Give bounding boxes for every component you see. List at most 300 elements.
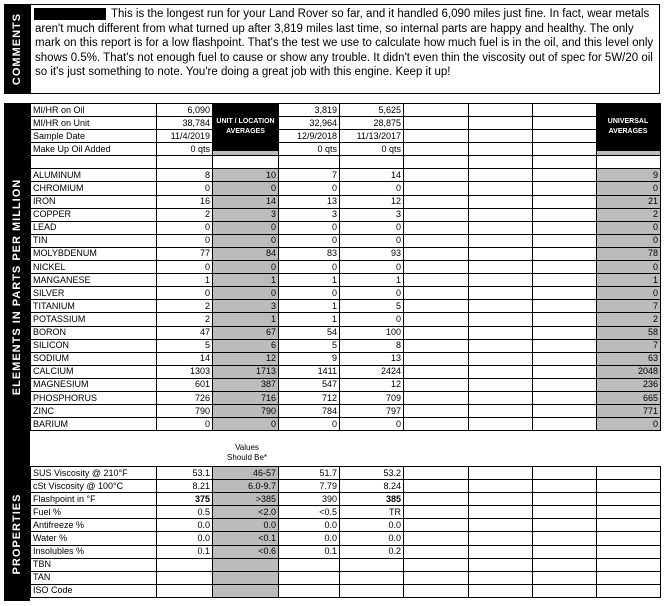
element-universal-avg: 665 (597, 391, 661, 404)
empty-cell (597, 545, 661, 558)
element-prev-2: 3 (340, 208, 404, 221)
empty-cell (404, 405, 469, 418)
element-universal-avg: 58 (597, 326, 661, 339)
element-prev-2: 5 (340, 300, 404, 313)
empty-cell (469, 365, 533, 378)
element-current: 0 (157, 221, 213, 234)
element-prev-2: 0 (340, 261, 404, 274)
empty-cell (404, 261, 469, 274)
empty-cell (469, 234, 533, 247)
element-current: 2 (157, 313, 213, 326)
element-prev-2: 93 (340, 247, 404, 260)
element-prev-2: 12 (340, 195, 404, 208)
element-prev-1: 1411 (279, 365, 340, 378)
element-current: 0 (157, 234, 213, 247)
element-label: SILVER (31, 287, 157, 300)
info-label: MI/HR on Unit (31, 117, 157, 130)
empty-cell (404, 130, 469, 143)
element-row (31, 234, 661, 247)
spacer-cell (279, 156, 340, 169)
empty-cell (404, 221, 469, 234)
empty-cell (404, 208, 469, 221)
element-label: LEAD (31, 221, 157, 234)
element-prev-1: 712 (279, 391, 340, 404)
element-universal-avg: 2048 (597, 365, 661, 378)
comments-side-label-text: COMMENTS (11, 12, 23, 86)
element-universal-avg: 78 (597, 247, 661, 260)
element-unit-avg: 3 (213, 208, 279, 221)
element-unit-avg: 0 (213, 221, 279, 234)
property-label: Flashpoint in °F (31, 493, 157, 506)
info-prev-1: 12/9/2018 (279, 130, 340, 143)
empty-cell (533, 261, 597, 274)
empty-cell (597, 519, 661, 532)
empty-cell (597, 493, 661, 506)
element-unit-avg: 67 (213, 326, 279, 339)
element-prev-1: 784 (279, 405, 340, 418)
element-prev-1: 7 (279, 169, 340, 182)
empty-cell (469, 274, 533, 287)
info-label: Sample Date (31, 130, 157, 143)
element-unit-avg: 790 (213, 405, 279, 418)
element-label: BORON (31, 326, 157, 339)
element-prev-1: 9 (279, 352, 340, 365)
element-prev-1: 0 (279, 261, 340, 274)
property-current: 53.1 (157, 467, 213, 480)
empty-cell (404, 418, 469, 431)
empty-cell (533, 365, 597, 378)
property-current: 0.0 (157, 532, 213, 545)
element-current: 2 (157, 300, 213, 313)
property-row (31, 584, 661, 597)
empty-cell (469, 493, 533, 506)
element-universal-avg: 236 (597, 378, 661, 391)
info-prev-2: 11/13/2017 (340, 130, 404, 143)
element-label: CALCIUM (31, 365, 157, 378)
spacer-cell (157, 156, 213, 169)
universal-averages-header: UNIVERSAL AVERAGES (596, 103, 660, 151)
property-prev-1: 0.1 (279, 545, 340, 558)
empty-cell (533, 480, 597, 493)
element-label: TITANIUM (31, 300, 157, 313)
empty-cell (469, 326, 533, 339)
spacer-row (31, 156, 661, 169)
empty-cell (404, 480, 469, 493)
element-unit-avg: 12 (213, 352, 279, 365)
empty-cell (469, 378, 533, 391)
empty-cell (404, 391, 469, 404)
element-prev-1: 1 (279, 274, 340, 287)
property-label: TAN (31, 571, 157, 584)
element-prev-1: 0 (279, 182, 340, 195)
property-prev-1: 390 (279, 493, 340, 506)
spacer-cell (404, 156, 469, 169)
empty-cell (533, 378, 597, 391)
comments-box (30, 4, 660, 94)
element-universal-avg: 63 (597, 352, 661, 365)
empty-cell (469, 143, 533, 156)
empty-cell (533, 326, 597, 339)
empty-cell (469, 182, 533, 195)
element-prev-2: 100 (340, 326, 404, 339)
empty-cell (533, 287, 597, 300)
element-row (31, 418, 661, 431)
empty-cell (404, 545, 469, 558)
element-row (31, 313, 661, 326)
property-label: SUS Viscosity @ 210°F (31, 467, 157, 480)
property-row (31, 506, 661, 519)
element-current: 726 (157, 391, 213, 404)
info-row (31, 130, 661, 143)
property-current (157, 571, 213, 584)
property-label: TBN (31, 558, 157, 571)
empty-cell (469, 221, 533, 234)
empty-cell (469, 506, 533, 519)
comments-side-label (4, 4, 30, 94)
property-prev-2: 0.0 (340, 532, 404, 545)
empty-cell (469, 300, 533, 313)
info-label: Make Up Oil Added (31, 143, 157, 156)
element-label: SODIUM (31, 352, 157, 365)
element-current: 0 (157, 418, 213, 431)
element-label: MANGANESE (31, 274, 157, 287)
empty-cell (469, 117, 533, 130)
empty-cell (404, 339, 469, 352)
empty-cell (469, 261, 533, 274)
info-prev-1: 0 qts (279, 143, 340, 156)
element-universal-avg: 0 (597, 261, 661, 274)
element-prev-1: 547 (279, 378, 340, 391)
property-prev-2: 53.2 (340, 467, 404, 480)
property-should-be (213, 558, 279, 571)
empty-cell (533, 182, 597, 195)
property-prev-1: <0.5 (279, 506, 340, 519)
empty-cell (597, 558, 661, 571)
element-universal-avg: 9 (597, 169, 661, 182)
element-label: ALUMINUM (31, 169, 157, 182)
property-current: 8.21 (157, 480, 213, 493)
property-current: 0.0 (157, 519, 213, 532)
property-row (31, 467, 661, 480)
empty-cell (533, 493, 597, 506)
element-prev-1: 83 (279, 247, 340, 260)
element-prev-2: 12 (340, 378, 404, 391)
empty-cell (404, 493, 469, 506)
element-universal-avg: 0 (597, 418, 661, 431)
empty-cell (404, 558, 469, 571)
info-current: 6,090 (157, 104, 213, 117)
element-row (31, 182, 661, 195)
element-universal-avg: 7 (597, 300, 661, 313)
empty-cell (469, 519, 533, 532)
property-current: 0.1 (157, 545, 213, 558)
element-universal-avg: 7 (597, 339, 661, 352)
element-prev-1: 1 (279, 313, 340, 326)
property-row (31, 532, 661, 545)
empty-cell (533, 352, 597, 365)
empty-cell (404, 584, 469, 597)
element-label: COPPER (31, 208, 157, 221)
empty-cell (404, 234, 469, 247)
property-should-be: <0.6 (213, 545, 279, 558)
element-prev-2: 14 (340, 169, 404, 182)
empty-cell (469, 391, 533, 404)
info-current: 38,784 (157, 117, 213, 130)
values-should-be-label: Values Should Be* (226, 443, 268, 462)
empty-cell (533, 545, 597, 558)
element-unit-avg: 14 (213, 195, 279, 208)
empty-cell (469, 571, 533, 584)
empty-cell (469, 352, 533, 365)
empty-cell (404, 519, 469, 532)
property-label: cSt Viscosity @ 100°C (31, 480, 157, 493)
element-prev-1: 54 (279, 326, 340, 339)
element-unit-avg: 0 (213, 287, 279, 300)
property-row (31, 480, 661, 493)
empty-cell (404, 506, 469, 519)
info-label: MI/HR on Oil (31, 104, 157, 117)
empty-cell (469, 467, 533, 480)
property-label: Insolubles % (31, 545, 157, 558)
element-unit-avg: 10 (213, 169, 279, 182)
element-label: NICKEL (31, 261, 157, 274)
empty-cell (404, 467, 469, 480)
property-should-be (213, 571, 279, 584)
empty-cell (597, 480, 661, 493)
empty-cell (533, 519, 597, 532)
element-universal-avg: 0 (597, 234, 661, 247)
empty-cell (597, 506, 661, 519)
element-current: 77 (157, 247, 213, 260)
element-current: 47 (157, 326, 213, 339)
element-current: 790 (157, 405, 213, 418)
element-unit-avg: 6 (213, 339, 279, 352)
element-row (31, 352, 661, 365)
element-unit-avg: 387 (213, 378, 279, 391)
empty-cell (469, 480, 533, 493)
empty-cell (404, 117, 469, 130)
element-prev-2: 1 (340, 274, 404, 287)
property-prev-2 (340, 571, 404, 584)
empty-cell (533, 313, 597, 326)
element-prev-2: 13 (340, 352, 404, 365)
spacer-cell (213, 156, 279, 169)
empty-cell (533, 418, 597, 431)
elements-side-label-text: ELEMENTS IN PARTS PER MILLION (11, 178, 23, 396)
info-row (31, 143, 661, 156)
empty-cell (404, 143, 469, 156)
empty-cell (533, 130, 597, 143)
empty-cell (404, 571, 469, 584)
property-should-be (213, 584, 279, 597)
element-unit-avg: 1713 (213, 365, 279, 378)
empty-cell (404, 247, 469, 260)
unit-location-averages-header: UNIT / LOCATION AVERAGES (213, 103, 278, 151)
element-universal-avg: 2 (597, 208, 661, 221)
element-prev-2: 0 (340, 313, 404, 326)
property-prev-2: 385 (340, 493, 404, 506)
elements-side-label (4, 103, 30, 471)
empty-cell (404, 326, 469, 339)
element-label: SILICON (31, 339, 157, 352)
element-current: 16 (157, 195, 213, 208)
element-prev-1: 1 (279, 300, 340, 313)
empty-cell (404, 182, 469, 195)
element-prev-2: 8 (340, 339, 404, 352)
properties-table (30, 466, 661, 598)
property-should-be: <2.0 (213, 506, 279, 519)
empty-cell (533, 221, 597, 234)
empty-cell (597, 532, 661, 545)
empty-cell (404, 365, 469, 378)
element-label: ZINC (31, 405, 157, 418)
element-prev-1: 5 (279, 339, 340, 352)
empty-cell (533, 391, 597, 404)
info-prev-1: 32,964 (279, 117, 340, 130)
element-row (31, 274, 661, 287)
property-prev-1 (279, 584, 340, 597)
element-unit-avg: 3 (213, 300, 279, 313)
empty-cell (469, 104, 533, 117)
empty-cell (469, 405, 533, 418)
empty-cell (597, 571, 661, 584)
empty-cell (533, 274, 597, 287)
property-should-be: <0.1 (213, 532, 279, 545)
empty-cell (404, 352, 469, 365)
empty-cell (533, 506, 597, 519)
empty-cell (469, 418, 533, 431)
empty-cell (469, 584, 533, 597)
empty-cell (533, 117, 597, 130)
element-unit-avg: 1 (213, 274, 279, 287)
empty-cell (533, 339, 597, 352)
element-row (31, 208, 661, 221)
element-universal-avg: 771 (597, 405, 661, 418)
element-universal-avg: 1 (597, 274, 661, 287)
element-prev-2: 797 (340, 405, 404, 418)
element-universal-avg: 2 (597, 313, 661, 326)
property-label: Antifreeze % (31, 519, 157, 532)
property-should-be: 46-57 (213, 467, 279, 480)
element-prev-1: 0 (279, 221, 340, 234)
element-unit-avg: 0 (213, 418, 279, 431)
empty-cell (404, 313, 469, 326)
spacer-cell (533, 156, 597, 169)
empty-cell (533, 143, 597, 156)
element-label: IRON (31, 195, 157, 208)
elements-table (30, 103, 661, 431)
element-unit-avg: 1 (213, 313, 279, 326)
element-unit-avg: 716 (213, 391, 279, 404)
element-universal-avg: 0 (597, 221, 661, 234)
element-current: 8 (157, 169, 213, 182)
element-current: 1303 (157, 365, 213, 378)
empty-cell (469, 130, 533, 143)
element-prev-1: 0 (279, 418, 340, 431)
empty-cell (469, 287, 533, 300)
empty-cell (533, 234, 597, 247)
element-universal-avg: 0 (597, 182, 661, 195)
info-current: 0 qts (157, 143, 213, 156)
element-current: 14 (157, 352, 213, 365)
element-row (31, 221, 661, 234)
property-prev-1: 7.79 (279, 480, 340, 493)
element-label: MAGNESIUM (31, 378, 157, 391)
property-current: 0.5 (157, 506, 213, 519)
property-prev-1: 51.7 (279, 467, 340, 480)
empty-cell (404, 274, 469, 287)
empty-cell (533, 169, 597, 182)
property-row (31, 493, 661, 506)
info-prev-2: 0 qts (340, 143, 404, 156)
element-current: 0 (157, 287, 213, 300)
element-prev-2: 0 (340, 234, 404, 247)
property-label: ISO Code (31, 584, 157, 597)
properties-side-label-text: PROPERTIES (11, 493, 23, 574)
property-row (31, 545, 661, 558)
empty-cell (597, 584, 661, 597)
element-universal-avg: 0 (597, 287, 661, 300)
info-row (31, 117, 661, 130)
empty-cell (469, 195, 533, 208)
empty-cell (469, 247, 533, 260)
element-current: 601 (157, 378, 213, 391)
empty-cell (469, 313, 533, 326)
property-row (31, 519, 661, 532)
property-prev-1 (279, 558, 340, 571)
empty-cell (533, 195, 597, 208)
comment-text: This is the longest run for your Land Rover so far, and it handled 6,090 miles just fine. In fact, wear metals aren't much different from what turned up after 3,819 miles last time, so internal parts are happy and healthy. The only mark on this report is for a low flashpoint. That's the test we use to calculate how much fuel is in the oil, and this level only shows 0.5%. That's not enough fuel to cause or show any trouble. It didn't even thin the viscosity out of spec for 5W/20 oil so it's just something to note. You're doing a great job with this engine. Keep it up! (35, 8, 654, 78)
empty-cell (404, 287, 469, 300)
spacer-cell (31, 156, 157, 169)
element-row (31, 365, 661, 378)
empty-cell (404, 378, 469, 391)
empty-cell (533, 558, 597, 571)
element-prev-2: 0 (340, 287, 404, 300)
element-unit-avg: 0 (213, 261, 279, 274)
element-row (31, 326, 661, 339)
element-prev-1: 13 (279, 195, 340, 208)
empty-cell (469, 339, 533, 352)
element-prev-2: 709 (340, 391, 404, 404)
element-prev-2: 2424 (340, 365, 404, 378)
element-unit-avg: 0 (213, 182, 279, 195)
info-prev-1: 3,819 (279, 104, 340, 117)
element-prev-2: 0 (340, 221, 404, 234)
element-row (31, 378, 661, 391)
property-row (31, 571, 661, 584)
properties-side-label (4, 466, 30, 601)
property-prev-2: TR (340, 506, 404, 519)
empty-cell (533, 532, 597, 545)
element-current: 1 (157, 274, 213, 287)
spacer-cell (597, 156, 661, 169)
element-row (31, 247, 661, 260)
empty-cell (533, 300, 597, 313)
element-row (31, 195, 661, 208)
element-current: 5 (157, 339, 213, 352)
property-prev-2: 0.2 (340, 545, 404, 558)
element-row (31, 261, 661, 274)
property-row (31, 558, 661, 571)
element-prev-2: 0 (340, 182, 404, 195)
empty-cell (469, 208, 533, 221)
element-prev-1: 3 (279, 208, 340, 221)
property-prev-1: 0.0 (279, 532, 340, 545)
element-unit-avg: 84 (213, 247, 279, 260)
property-prev-1: 0.0 (279, 519, 340, 532)
property-prev-2 (340, 558, 404, 571)
